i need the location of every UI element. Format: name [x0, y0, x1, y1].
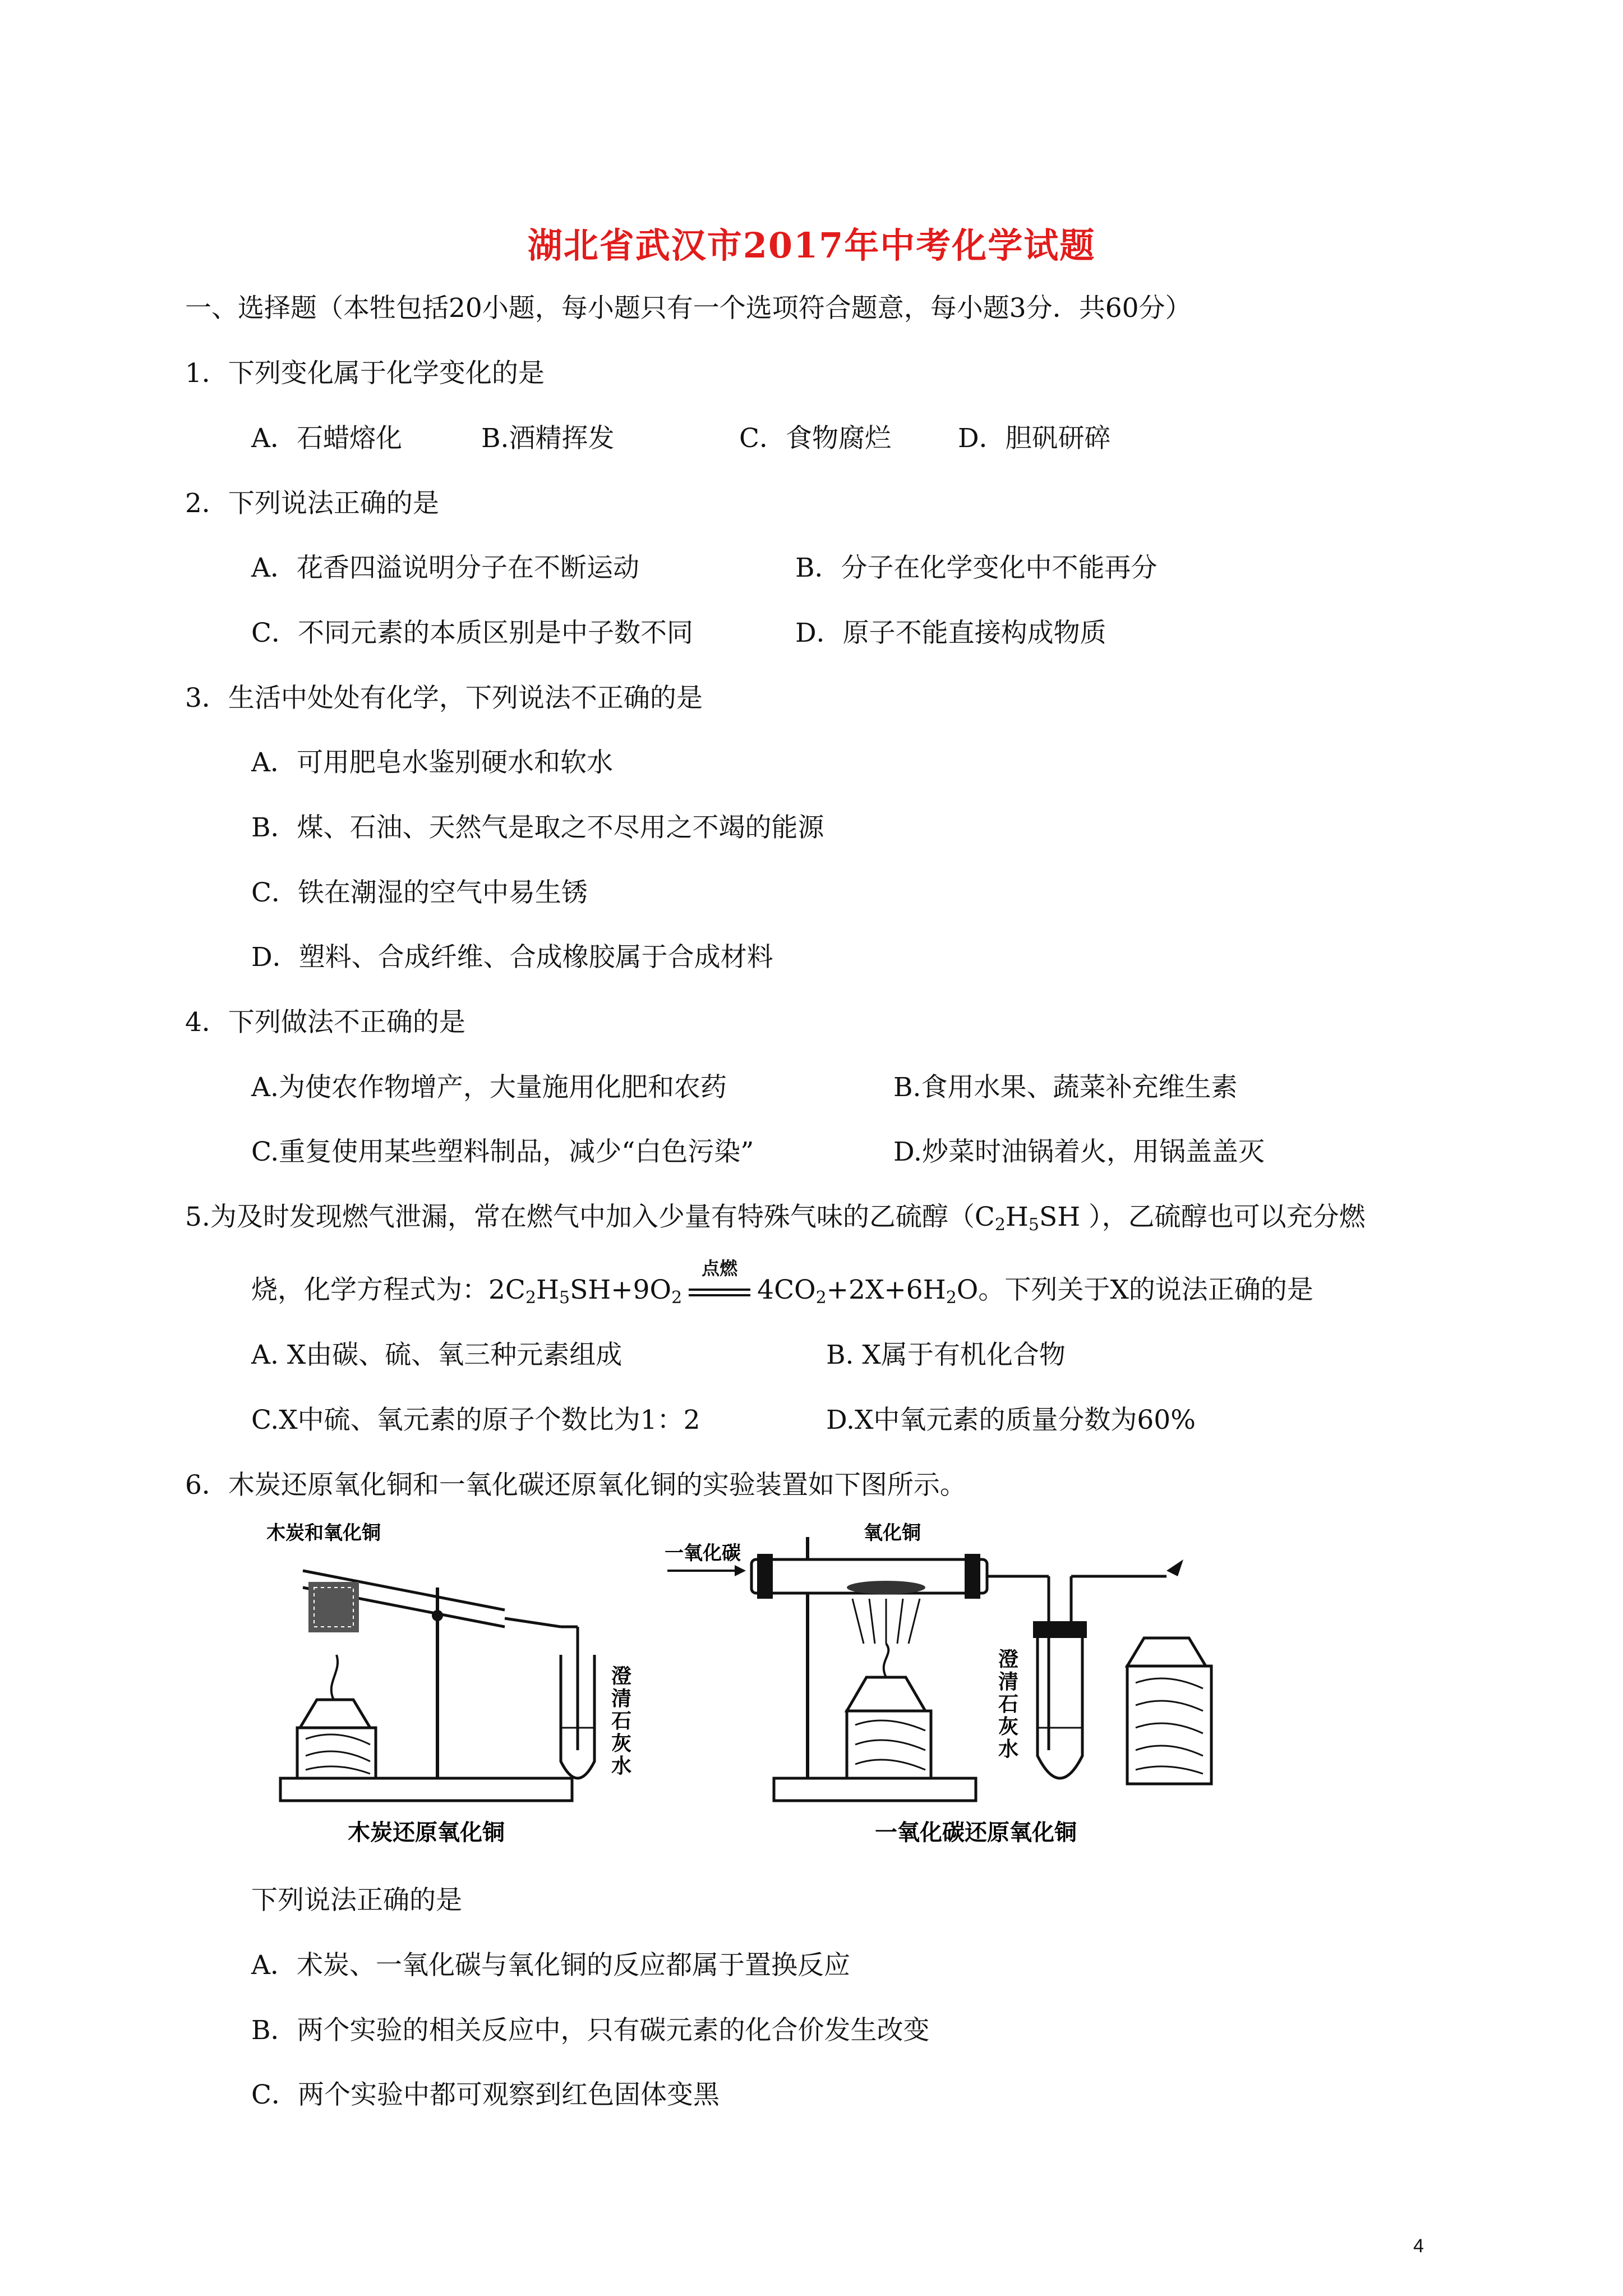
fig1-side-char-3: 石	[611, 1710, 632, 1733]
question-6-substem: 下列说法正确的是	[251, 1885, 462, 1916]
question-6-option-c: C．两个实验中都可观察到红色固体变黑	[251, 2079, 720, 2110]
question-2-option-d: D．原子不能直接构成物质	[795, 618, 1106, 648]
question-3-stem: 3．生活中处处有化学，下列说法不正确的是	[185, 683, 703, 714]
fig2-label-gas: 一氧化碳	[665, 1542, 741, 1565]
question-1-option-c: C．食物腐烂	[739, 423, 891, 454]
fig1-side-char-4: 灰	[611, 1732, 632, 1755]
page-number: 4	[1413, 2235, 1424, 2257]
equation-right: $4CO_2+2X+6H_2O$	[757, 1274, 979, 1308]
fig1-caption: 木炭还原氧化铜	[348, 1820, 505, 1846]
question-3-option-c: C．铁在潮湿的空气中易生锈	[251, 877, 588, 908]
question-5-option-d: D.X中氧元素的质量分数为60%	[826, 1405, 1196, 1435]
question-3-option-a: A．可用肥皂水鉴别硬水和软水	[251, 747, 613, 778]
question-2-option-a: A．花香四溢说明分子在不断运动	[251, 553, 639, 583]
question-5-stem	[185, 1200, 1366, 1242]
question-4-option-b: B.食用水果、蔬菜补充维生素	[893, 1072, 1238, 1103]
fig2-side-char-2: 清	[998, 1671, 1019, 1694]
question-1-option-b: B.酒精挥发	[481, 423, 615, 454]
question-5-stem-text: 5.为及时发现燃气泄漏，常在燃气中加入少量有特殊气味的乙硫醇（$C_2H_5SH$ ），乙硫醇也可以充分燃	[185, 1202, 1366, 1235]
reaction-condition: 点燃	[702, 1258, 738, 1279]
fig1-side-char-1: 澄	[611, 1665, 632, 1688]
question-1-stem: 1．下列变化属于化学变化的是	[185, 358, 545, 389]
question-1-option-d: D．胆矾研碎	[958, 423, 1111, 454]
apparatus-figure-co	[662, 1515, 1234, 1851]
question-6-option-b: B．两个实验的相关反应中，只有碳元素的化合价发生改变	[251, 2015, 930, 2046]
fig2-caption: 一氧化碳还原氧化铜	[875, 1820, 1077, 1846]
question-4-option-c: C.重复使用某些塑料制品，减少“白色污染”	[251, 1137, 754, 1167]
question-5-option-c: C.X中硫、氧元素的原子个数比为1：2	[251, 1405, 700, 1435]
equation-prefix: 烧，化学方程式为：	[251, 1274, 488, 1305]
question-3-option-b: B．煤、石油、天然气是取之不尽用之不竭的能源	[251, 812, 824, 843]
question-2-stem: 2．下列说法正确的是	[185, 488, 439, 519]
question-6-option-a: A．术炭、一氧化碳与氧化铜的反应都属于置换反应	[251, 1950, 850, 1981]
question-1-option-a: A．石蜡熔化	[251, 423, 402, 454]
equation-left: $2C_2H_5SH+9O_2$	[488, 1274, 683, 1308]
reaction-arrow	[689, 1258, 750, 1303]
fig1-side-char-5: 水	[611, 1755, 632, 1778]
fig1-side-char-2: 清	[611, 1687, 632, 1710]
question-6-stem: 6．木炭还原氧化铜和一氧化碳还原氧化铜的实验装置如下图所示。	[185, 1470, 966, 1501]
question-4-stem: 4．下列做法不正确的是	[185, 1007, 465, 1038]
fig2-side-char-3: 石	[998, 1693, 1019, 1716]
fig2-side-char-5: 水	[998, 1738, 1019, 1761]
exam-title: 湖北省武汉市2017年中考化学试题	[527, 225, 1096, 266]
question-5-option-a: A. X由碳、硫、氧三种元素组成	[251, 1340, 623, 1370]
question-2-option-c: C．不同元素的本质区别是中子数不同	[251, 618, 693, 648]
question-5-equation-line	[251, 1258, 1313, 1315]
question-3-option-d: D．塑料、合成纤维、合成橡胶属于合成材料	[251, 942, 773, 973]
question-5-option-b: B. X属于有机化合物	[826, 1340, 1066, 1370]
fig2-side-char-4: 灰	[998, 1715, 1019, 1738]
fig2-label-top: 氧化铜	[864, 1522, 921, 1544]
fig2-side-char-1: 澄	[998, 1648, 1019, 1671]
equation-suffix: 。下列关于X的说法正确的是	[978, 1274, 1313, 1305]
question-4-option-a: A.为使农作物增产，大量施用化肥和农药	[251, 1072, 727, 1103]
question-2-option-b: B．分子在化学变化中不能再分	[795, 553, 1158, 583]
fig1-label-top: 木炭和氧化铜	[266, 1522, 381, 1544]
question-4-option-d: D.炒菜时油锅着火，用锅盖盖灭	[893, 1137, 1265, 1167]
section-heading: 一、选择题（本牲包括20小题，每小题只有一个选项符合题意，每小题3分．共60分）	[185, 293, 1192, 324]
apparatus-figure-charcoal	[264, 1515, 634, 1851]
